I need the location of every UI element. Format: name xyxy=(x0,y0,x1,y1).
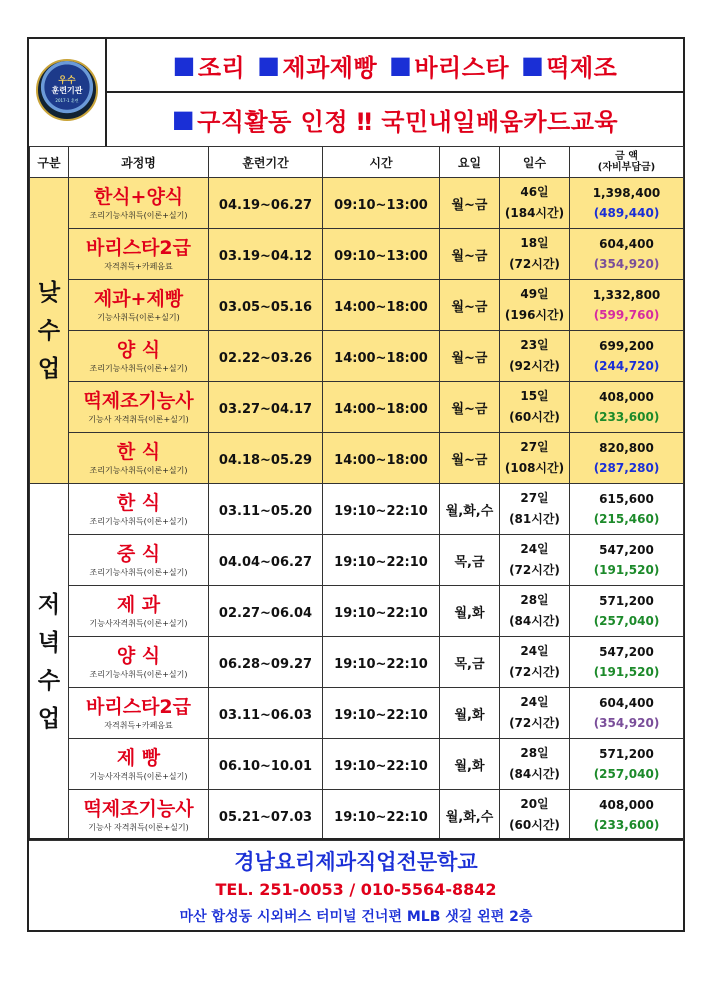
training-period: 03.11~06.03 xyxy=(218,707,313,723)
table-row xyxy=(30,484,684,535)
course-cell xyxy=(69,382,209,433)
self-pay-amount: (599,760) xyxy=(593,308,660,322)
course-name: 제과+제빵 xyxy=(93,287,184,310)
days-cell xyxy=(500,586,570,637)
tuition-price: 547,200 xyxy=(599,645,654,659)
amount-cell xyxy=(570,535,684,586)
time-cell xyxy=(323,331,440,382)
weekday-cell xyxy=(440,739,500,790)
logo-text-main: 훈련기관 xyxy=(51,86,83,95)
tuition-price: 1,332,800 xyxy=(592,288,661,302)
day-count: 24일 xyxy=(520,644,549,658)
course-cell xyxy=(69,331,209,382)
training-period: 04.04~06.27 xyxy=(218,554,313,570)
amount-cell xyxy=(570,484,684,535)
course-name: 한식+양식 xyxy=(93,185,184,208)
self-pay-amount: (244,720) xyxy=(593,359,660,373)
period-cell xyxy=(209,331,323,382)
table-row xyxy=(30,229,684,280)
training-period: 06.28~09.27 xyxy=(218,656,313,672)
course-cell xyxy=(69,535,209,586)
weekday-cell xyxy=(440,382,500,433)
time-cell xyxy=(323,739,440,790)
table-row xyxy=(30,739,684,790)
training-period: 03.11~05.20 xyxy=(218,503,313,519)
table-row xyxy=(30,535,684,586)
hour-count: (72시간) xyxy=(509,563,560,577)
course-cell xyxy=(69,280,209,331)
weekday-cell xyxy=(440,484,500,535)
course-cell xyxy=(69,586,209,637)
amount-cell xyxy=(570,688,684,739)
training-period: 06.10~10.01 xyxy=(218,758,313,774)
header-segment: 구분 xyxy=(30,147,69,178)
self-pay-amount: (257,040) xyxy=(593,767,660,781)
training-period: 03.05~05.16 xyxy=(218,299,313,315)
tuition-price: 820,800 xyxy=(599,441,654,455)
class-time: 19:10~22:10 xyxy=(334,656,428,672)
hour-count: (72시간) xyxy=(509,257,560,271)
tuition-price: 408,000 xyxy=(599,390,654,404)
days-cell xyxy=(500,280,570,331)
header-period: 훈련기간 xyxy=(209,147,323,178)
header-amount-label: 금 액 xyxy=(615,151,638,162)
hour-count: (60시간) xyxy=(509,818,560,832)
days-cell xyxy=(500,382,570,433)
headline-card-text: 구직활동 인정 ‼ 국민내일배움카드교육 xyxy=(197,107,619,136)
weekday-cell xyxy=(440,433,500,484)
course-name: 중 식 xyxy=(116,542,161,565)
class-time: 14:00~18:00 xyxy=(334,401,428,417)
course-name: 떡제조기능사 xyxy=(83,797,194,820)
period-cell xyxy=(209,586,323,637)
class-weekday: 월~금 xyxy=(451,197,488,213)
class-time: 14:00~18:00 xyxy=(334,350,428,366)
logo-text-small: 2017-1 훈련 xyxy=(55,98,79,103)
course-name: 바리스타2급 xyxy=(86,236,191,259)
self-pay-amount: (354,920) xyxy=(593,716,660,730)
tuition-price: 408,000 xyxy=(599,798,654,812)
logo-box xyxy=(29,39,107,146)
course-name: 한 식 xyxy=(116,491,161,514)
time-cell xyxy=(323,484,440,535)
evening-segment-cell xyxy=(30,484,69,841)
bullet-square-icon: ■ xyxy=(171,105,196,133)
amount-cell xyxy=(570,280,684,331)
flyer-footer xyxy=(29,838,683,932)
course-certificate: 조리기능사취득(이론+실기) xyxy=(89,567,188,577)
headline-course-item: 바리스타 xyxy=(414,53,510,82)
day-count: 28일 xyxy=(520,746,549,760)
table-row xyxy=(30,331,684,382)
weekday-cell xyxy=(440,229,500,280)
class-weekday: 월,화 xyxy=(454,707,485,723)
flyer-header xyxy=(29,39,683,148)
tuition-price: 1,398,400 xyxy=(592,186,661,200)
flyer-frame xyxy=(27,37,685,932)
hour-count: (92시간) xyxy=(509,359,560,373)
period-cell xyxy=(209,739,323,790)
segment-char: 낮 xyxy=(37,279,61,306)
period-cell xyxy=(209,637,323,688)
class-weekday: 목,금 xyxy=(454,656,485,672)
days-cell xyxy=(500,790,570,841)
amount-cell xyxy=(570,229,684,280)
course-cell xyxy=(69,688,209,739)
class-time: 09:10~13:00 xyxy=(334,197,428,213)
table-row xyxy=(30,586,684,637)
class-weekday: 목,금 xyxy=(454,554,485,570)
days-cell xyxy=(500,535,570,586)
weekday-cell xyxy=(440,178,500,229)
tuition-price: 547,200 xyxy=(599,543,654,557)
segment-char: 수 xyxy=(37,317,61,344)
class-time: 19:10~22:10 xyxy=(334,707,428,723)
headline-courses xyxy=(107,39,683,93)
course-certificate: 조리기능사취득(이론+실기) xyxy=(89,669,188,679)
header-days: 일수 xyxy=(500,147,570,178)
course-certificate: 자격취득+카페음료 xyxy=(104,261,173,271)
time-cell xyxy=(323,637,440,688)
class-time: 19:10~22:10 xyxy=(334,503,428,519)
header-amount xyxy=(570,147,684,178)
training-period: 03.27~04.17 xyxy=(218,401,313,417)
days-cell xyxy=(500,688,570,739)
header-course: 과정명 xyxy=(69,147,209,178)
days-cell xyxy=(500,331,570,382)
days-cell xyxy=(500,178,570,229)
day-count: 27일 xyxy=(520,491,549,505)
self-pay-amount: (233,600) xyxy=(593,410,660,424)
table-row xyxy=(30,382,684,433)
segment-char: 녁 xyxy=(37,630,61,656)
training-period: 04.19~06.27 xyxy=(218,197,313,213)
table-row xyxy=(30,790,684,841)
time-cell xyxy=(323,229,440,280)
class-time: 19:10~22:10 xyxy=(334,605,428,621)
hour-count: (196시간) xyxy=(504,308,565,322)
tuition-price: 604,400 xyxy=(599,696,654,710)
hour-count: (72시간) xyxy=(509,665,560,679)
amount-cell xyxy=(570,382,684,433)
training-period: 02.27~06.04 xyxy=(218,605,313,621)
period-cell xyxy=(209,790,323,841)
day-count: 24일 xyxy=(520,695,549,709)
headline-course-item: 떡제조 xyxy=(546,53,618,82)
headline-course-item: 조리 xyxy=(197,53,246,82)
headline-card-education xyxy=(107,93,683,145)
hour-count: (84시간) xyxy=(509,614,560,628)
period-cell xyxy=(209,382,323,433)
class-weekday: 월,화,수 xyxy=(445,809,494,825)
days-cell xyxy=(500,484,570,535)
phone-numbers: TEL. 251-0053 / 010-5564-8842 xyxy=(215,880,497,899)
header-weekday: 요일 xyxy=(440,147,500,178)
time-cell xyxy=(323,280,440,331)
weekday-cell xyxy=(440,331,500,382)
course-cell xyxy=(69,229,209,280)
course-certificate: 기능사자격취득(이론+실기) xyxy=(89,771,188,781)
time-cell xyxy=(323,382,440,433)
time-cell xyxy=(323,586,440,637)
course-name: 제 빵 xyxy=(116,746,161,769)
class-time: 19:10~22:10 xyxy=(334,758,428,774)
amount-cell xyxy=(570,433,684,484)
class-weekday: 월~금 xyxy=(451,401,488,417)
class-weekday: 월,화 xyxy=(454,758,485,774)
self-pay-amount: (233,600) xyxy=(593,818,660,832)
hour-count: (72시간) xyxy=(509,716,560,730)
tuition-price: 615,600 xyxy=(599,492,654,506)
hour-count: (184시간) xyxy=(504,206,565,220)
self-pay-amount: (191,520) xyxy=(593,563,660,577)
header-time: 시간 xyxy=(323,147,440,178)
course-cell xyxy=(69,484,209,535)
self-pay-amount: (257,040) xyxy=(593,614,660,628)
excellent-institution-logo xyxy=(36,59,98,121)
hour-count: (81시간) xyxy=(509,512,560,526)
class-weekday: 월,화 xyxy=(454,605,485,621)
weekday-cell xyxy=(440,586,500,637)
day-count: 24일 xyxy=(520,542,549,556)
tuition-price: 571,200 xyxy=(599,747,654,761)
day-count: 20일 xyxy=(520,797,549,811)
training-period: 03.19~04.12 xyxy=(218,248,313,264)
training-period: 02.22~03.26 xyxy=(218,350,313,366)
segment-char: 저 xyxy=(37,592,61,618)
bullet-square-icon: ■ xyxy=(257,51,281,79)
course-cell xyxy=(69,637,209,688)
table-row xyxy=(30,280,684,331)
class-weekday: 월~금 xyxy=(451,299,488,315)
course-name: 양 식 xyxy=(116,338,161,361)
days-cell xyxy=(500,637,570,688)
class-time: 14:00~18:00 xyxy=(334,452,428,468)
period-cell xyxy=(209,178,323,229)
self-pay-amount: (287,280) xyxy=(593,461,660,475)
day-count: 15일 xyxy=(520,389,549,403)
headline-course-item: 제과제빵 xyxy=(282,53,378,82)
amount-cell xyxy=(570,739,684,790)
amount-cell xyxy=(570,331,684,382)
days-cell xyxy=(500,433,570,484)
amount-cell xyxy=(570,586,684,637)
class-time: 14:00~18:00 xyxy=(334,299,428,315)
day-count: 28일 xyxy=(520,593,549,607)
time-cell xyxy=(323,790,440,841)
hour-count: (84시간) xyxy=(509,767,560,781)
class-weekday: 월~금 xyxy=(451,452,488,468)
course-certificate: 조리기능사취득(이론+실기) xyxy=(89,465,188,475)
class-weekday: 월,화,수 xyxy=(445,503,494,519)
tuition-price: 699,200 xyxy=(599,339,654,353)
table-row xyxy=(30,688,684,739)
bullet-square-icon: ■ xyxy=(389,51,413,79)
course-certificate: 기능사취득(이론+실기) xyxy=(97,312,180,322)
bullet-square-icon: ■ xyxy=(521,51,545,79)
self-pay-amount: (354,920) xyxy=(593,257,660,271)
class-time: 19:10~22:10 xyxy=(334,554,428,570)
course-certificate: 조리기능사취득(이론+실기) xyxy=(89,516,188,526)
course-name: 양 식 xyxy=(116,644,161,667)
segment-char: 업 xyxy=(37,706,61,732)
period-cell xyxy=(209,688,323,739)
time-cell xyxy=(323,688,440,739)
period-cell xyxy=(209,433,323,484)
day-count: 23일 xyxy=(520,338,549,352)
header-amount-sub: (자비부담금) xyxy=(597,162,656,173)
class-time: 09:10~13:00 xyxy=(334,248,428,264)
course-cell xyxy=(69,178,209,229)
segment-char: 업 xyxy=(37,355,61,382)
school-address: 마산 합성동 시외버스 터미널 건너편 MLB 샛길 왼편 2층 xyxy=(179,909,533,925)
period-cell xyxy=(209,484,323,535)
training-period: 04.18~05.29 xyxy=(218,452,313,468)
tuition-price: 571,200 xyxy=(599,594,654,608)
course-name: 바리스타2급 xyxy=(86,695,191,718)
amount-cell xyxy=(570,637,684,688)
weekday-cell xyxy=(440,790,500,841)
day-count: 18일 xyxy=(520,236,549,250)
course-cell xyxy=(69,433,209,484)
self-pay-amount: (489,440) xyxy=(593,206,660,220)
time-cell xyxy=(323,178,440,229)
period-cell xyxy=(209,535,323,586)
tuition-price: 604,400 xyxy=(599,237,654,251)
period-cell xyxy=(209,229,323,280)
segment-char: 수 xyxy=(37,668,61,694)
table-header-row xyxy=(30,147,684,178)
amount-cell xyxy=(570,790,684,841)
time-cell xyxy=(323,535,440,586)
days-cell xyxy=(500,229,570,280)
course-certificate: 조리기능사취득(이론+실기) xyxy=(89,363,188,373)
time-cell xyxy=(323,433,440,484)
hour-count: (60시간) xyxy=(509,410,560,424)
course-cell xyxy=(69,739,209,790)
class-weekday: 월~금 xyxy=(451,350,488,366)
course-certificate: 기능사 자격취득(이론+실기) xyxy=(88,822,189,832)
training-period: 05.21~07.03 xyxy=(218,809,313,825)
day-count: 27일 xyxy=(520,440,549,454)
course-schedule-table xyxy=(29,146,684,841)
table-body xyxy=(30,178,684,841)
weekday-cell xyxy=(440,688,500,739)
class-time: 19:10~22:10 xyxy=(334,809,428,825)
day-count: 46일 xyxy=(520,185,549,199)
day-segment-cell xyxy=(30,178,69,484)
table-row xyxy=(30,637,684,688)
self-pay-amount: (215,460) xyxy=(593,512,660,526)
class-weekday: 월~금 xyxy=(451,248,488,264)
weekday-cell xyxy=(440,535,500,586)
course-name: 제 과 xyxy=(116,593,161,616)
bullet-square-icon: ■ xyxy=(172,51,196,79)
weekday-cell xyxy=(440,280,500,331)
logo-text-top: 우수 xyxy=(58,76,76,86)
weekday-cell xyxy=(440,637,500,688)
period-cell xyxy=(209,280,323,331)
course-name: 떡제조기능사 xyxy=(83,389,194,412)
course-certificate: 기능사자격취득(이론+실기) xyxy=(89,618,188,628)
hour-count: (108시간) xyxy=(504,461,565,475)
course-certificate: 자격취득+카페음료 xyxy=(104,720,173,730)
course-certificate: 기능사 자격취득(이론+실기) xyxy=(88,414,189,424)
days-cell xyxy=(500,739,570,790)
course-name: 한 식 xyxy=(116,440,161,463)
amount-cell xyxy=(570,178,684,229)
school-name: 경남요리제과직업전문학교 xyxy=(234,850,478,874)
table-row xyxy=(30,433,684,484)
course-cell xyxy=(69,790,209,841)
course-certificate: 조리기능사취득(이론+실기) xyxy=(89,210,188,220)
self-pay-amount: (191,520) xyxy=(593,665,660,679)
day-count: 49일 xyxy=(520,287,549,301)
table-row xyxy=(30,178,684,229)
